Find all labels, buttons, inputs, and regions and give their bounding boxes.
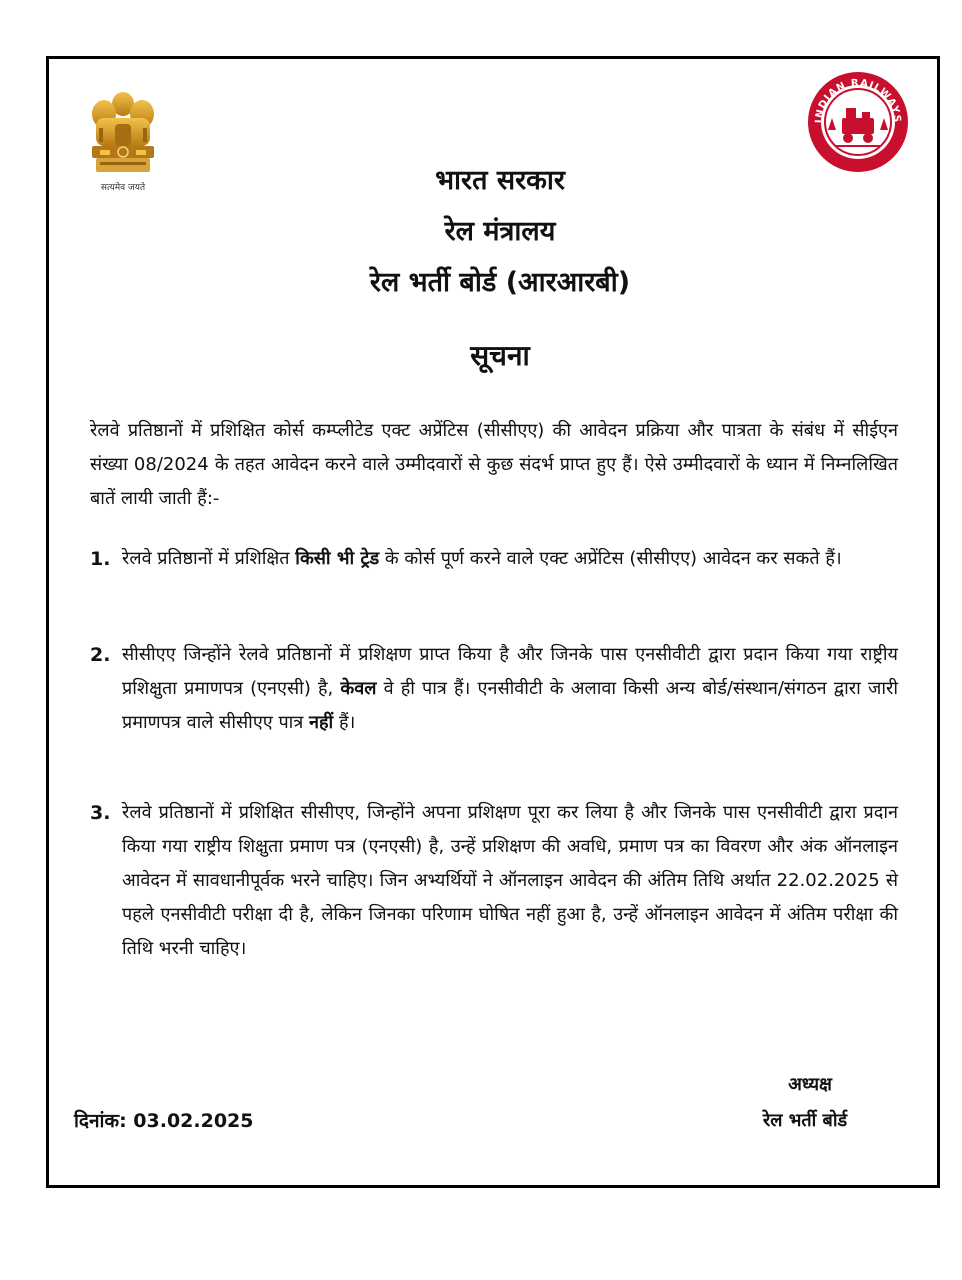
point-emphasis: केवल bbox=[340, 678, 377, 699]
header-government: भारत सरकार bbox=[435, 165, 565, 196]
point-text-part: वे ही पात्र हैं। एनसीवीटी के अलावा किसी अन्य बोर्ड/संस्थान/संगठन द्वारा जारी प्रमाणपत्र वाले सीसीएए पात्र bbox=[122, 678, 898, 733]
point-emphasis: किसी भी ट्रेड bbox=[295, 548, 380, 569]
intro-paragraph: रेलवे प्रतिष्ठानों में प्रशिक्षित कोर्स कम्प्लीटेड एक्ट अप्रेंटिस (सीसीएए) की आवेदन प्रक्रिया और पात्रता के संबंध में सीईएन संख्या 08/2024 के तहत आवेदन करने वाले उम्मीदवारों से कुछ संदर्भ प्राप्त हुए हैं। ऐसे उम्मीदवारों के ध्यान में निम्नलिखित बातें लायी जाती हैं:- bbox=[90, 420, 898, 509]
signatory-organization: रेल भर्ती बोर्ड bbox=[762, 1110, 848, 1131]
railway-emblem-icon bbox=[806, 70, 910, 174]
point-text bbox=[122, 542, 898, 576]
notice-date: दिनांक: 03.02.2025 bbox=[74, 1110, 254, 1132]
state-emblem bbox=[82, 88, 164, 198]
header-board: रेल भर्ती बोर्ड (आरआरबी) bbox=[369, 267, 631, 298]
point-text-part: सीसीएए जिन्होंने रेलवे प्रतिष्ठानों में प्रशिक्षण प्राप्त किया है और जिनके पास एनसीवीटी द्वारा प्रदान किया गया राष्ट्रीय प्रशिक्षुता प्रमाणपत्र (एनएसी) है, bbox=[122, 644, 898, 699]
emblem-motto: सत्यमेव जयते bbox=[100, 183, 146, 193]
point-text-part: रेलवे प्रतिष्ठानों में प्रशिक्षित bbox=[122, 548, 296, 569]
notice-title: सूचना bbox=[470, 339, 530, 372]
point-text-part: के कोर्स पूर्ण करने वाले एक्ट अप्रेंटिस (सीसीएए) आवेदन कर सकते हैं। bbox=[379, 548, 842, 569]
indian-railways-logo bbox=[806, 70, 910, 174]
point-emphasis: नहीं bbox=[309, 712, 334, 733]
header-ministry: रेल मंत्रालय bbox=[444, 216, 556, 247]
point-number: 3. bbox=[90, 802, 111, 824]
point-text: रेलवे प्रतिष्ठानों में प्रशिक्षित सीसीएए, जिन्होंने अपना प्रशिक्षण पूरा कर लिया है और जिनके पास एनसीवीटी द्वारा प्रदान किया गया राष्ट्रीय शिक्षुता प्रमाण पत्र (एनएसी) है, उन्हें प्रशिक्षण की अवधि, प्रमाण पत्र का विवरण और अंक ऑनलाइन आवेदन में सावधानीपूर्वक भरने चाहिए। जिन अभ्यर्थियों ने ऑनलाइन आवेदन की अंतिम तिथि अर्थात 22.02.2025 से पहले एनसीवीटी परीक्षा दी है, लेकिन जिनका परिणाम घोषित नहीं हुआ है, उन्हें ऑनलाइन आवेदन में अंतिम परीक्षा की तिथि भरनी चाहिए। bbox=[122, 802, 898, 959]
point-number: 2. bbox=[90, 644, 111, 666]
logo-ring-text: INDIAN RAILWAYS bbox=[813, 77, 903, 124]
lion-capital-icon bbox=[82, 88, 164, 178]
point-text bbox=[122, 638, 898, 740]
point-text-part: हैं। bbox=[333, 712, 356, 733]
signatory-title: अध्यक्ष bbox=[788, 1074, 832, 1095]
point-number: 1. bbox=[90, 548, 111, 570]
